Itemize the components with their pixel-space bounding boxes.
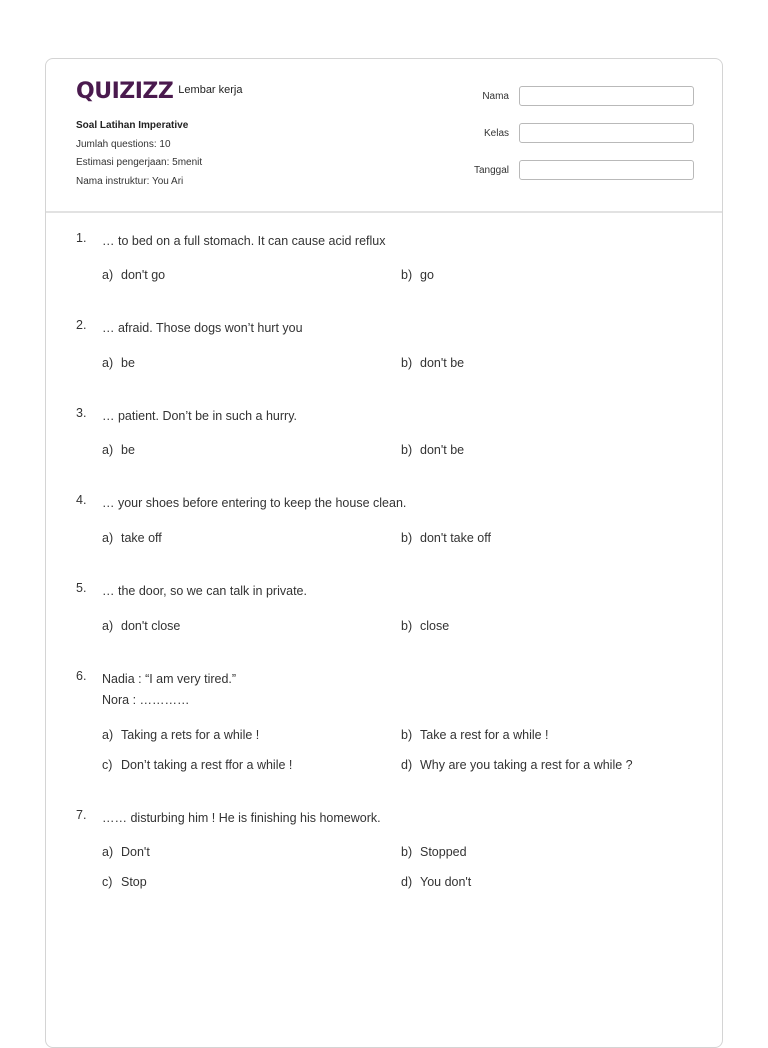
worksheet-meta: [76, 117, 202, 191]
name-label: Nama: [482, 90, 509, 102]
name-input[interactable]: [519, 86, 694, 106]
class-field-row: [449, 123, 694, 143]
worksheet: [45, 58, 723, 1048]
option-b[interactable]: b) Stopped: [401, 845, 467, 859]
option-a[interactable]: a) don't go: [102, 268, 166, 282]
date-field-row: [449, 160, 694, 180]
question-text: … your shoes before entering to keep the house clean.: [102, 496, 407, 510]
estimated-time: Estimasi pengerjaan: 5menit: [76, 157, 203, 168]
option-b[interactable]: b) don't be: [401, 356, 465, 370]
question-number: 1.: [76, 231, 87, 245]
question-text: … the door, so we can talk in private.: [102, 584, 307, 598]
question-number: 5.: [76, 581, 87, 595]
worksheet-header: [46, 59, 722, 213]
option-a[interactable]: a) be: [102, 356, 135, 370]
question-text: …… disturbing him ! He is finishing his homework.: [102, 811, 381, 825]
option-b[interactable]: b) don't take off: [401, 531, 491, 545]
question-text: … to bed on a full stomach. It can cause acid reflux: [102, 234, 386, 248]
option-b[interactable]: b) close: [401, 619, 450, 633]
option-a[interactable]: a) don't close: [102, 619, 181, 633]
option-b[interactable]: b) go: [401, 268, 434, 282]
question-text: … afraid. Those dogs won’t hurt you: [102, 321, 303, 335]
option-a[interactable]: a) Taking a rets for a while !: [102, 728, 260, 742]
instructor-name: Nama instruktur: You Ari: [76, 175, 184, 187]
question-text-line-2: Nora : …………: [102, 693, 190, 707]
question-count: Jumlah questions: 10: [76, 138, 171, 150]
worksheet-title: Soal Latihan Imperative: [76, 120, 189, 131]
option-a[interactable]: a) Don't: [102, 845, 150, 859]
option-b[interactable]: b) don't be: [401, 443, 465, 457]
option-b[interactable]: b) Take a rest for a while !: [401, 728, 549, 742]
quizizz-logo: QUIZIZZ: [76, 79, 174, 104]
question-number: 6.: [76, 669, 87, 683]
class-label: Kelas: [483, 127, 509, 139]
question-number: 4.: [76, 493, 87, 507]
option-c[interactable]: c) Stop: [102, 875, 147, 889]
option-a[interactable]: a) take off: [102, 531, 162, 545]
brand: [76, 81, 243, 103]
date-label: Tanggal: [473, 164, 509, 176]
question-number: 7.: [76, 808, 87, 822]
option-d[interactable]: d) Why are you taking a rest for a while ?: [401, 758, 633, 772]
option-a[interactable]: a) be: [102, 443, 135, 457]
question-text: … patient. Don’t be in such a hurry.: [102, 409, 298, 423]
question-number: 2.: [76, 318, 87, 332]
option-d[interactable]: d) You don't: [401, 875, 472, 889]
worksheet-label: Lembar kerja: [178, 84, 243, 96]
option-c[interactable]: c) Don’t taking a rest ffor a while !: [102, 758, 293, 772]
date-input[interactable]: [519, 160, 694, 180]
name-field-row: [449, 86, 694, 106]
class-input[interactable]: [519, 123, 694, 143]
question-text: Nadia : “I am very tired.”: [102, 672, 237, 686]
question-number: 3.: [76, 406, 87, 420]
